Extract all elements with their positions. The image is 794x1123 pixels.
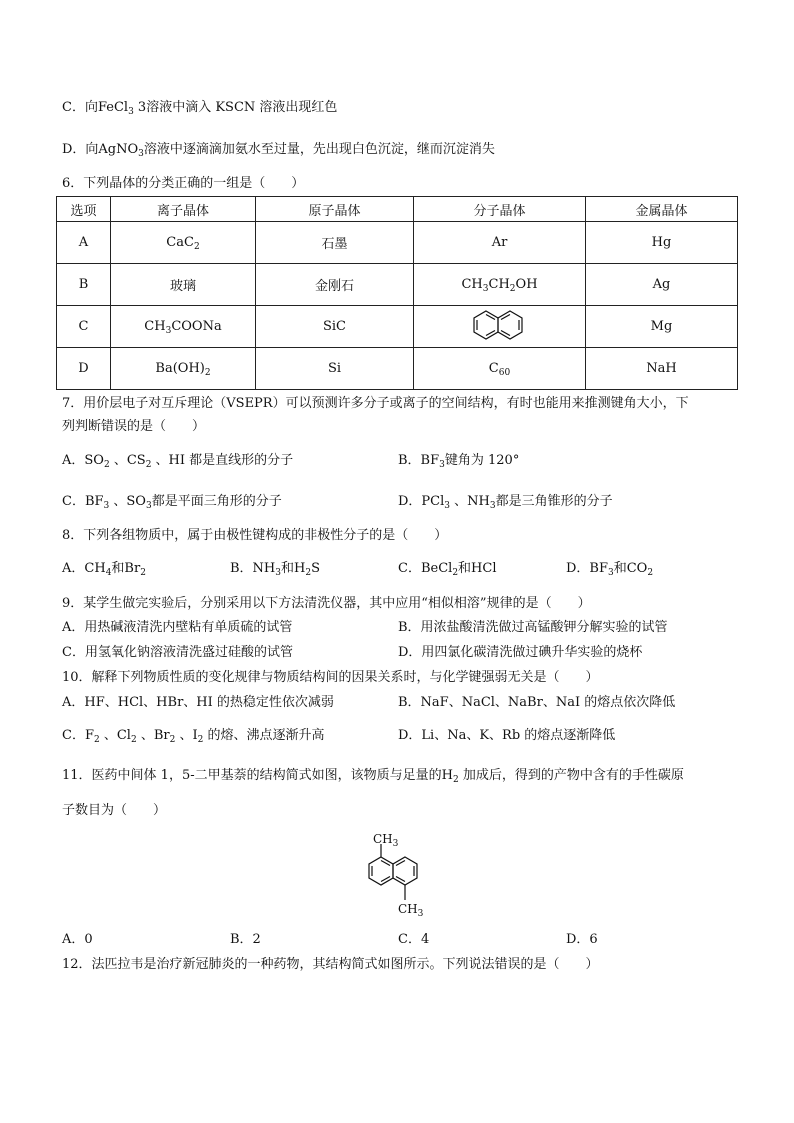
table-header-cell: 原子晶体 (256, 197, 414, 222)
naphthalene-structure-diagram (469, 308, 531, 342)
methyl-label-top: $CH_3$ (373, 832, 399, 849)
table-cell: Ag (586, 264, 738, 306)
table-row (57, 264, 738, 306)
q7-option-b: B．$BF_3$键角为 120° (398, 453, 520, 470)
table-row (57, 306, 738, 348)
table-cell: Hg (586, 222, 738, 264)
q10-option-c: C．$F_2$ 、$Cl_2$ 、$Br_2$ 、$I_2$ 的熔、沸点逐渐升高 (62, 728, 325, 745)
q10-option-a: A．HF、HCl、HBr、HI 的热稳定性依次减弱 (62, 695, 334, 710)
table-cell: 玻璃 (111, 264, 256, 306)
q11-stem-line2: 子数目为（ ） (62, 803, 167, 818)
table-cell: C (57, 306, 111, 348)
q8-stem: 8．下列各组物质中，属于由极性键构成的非极性分子的是（ ） (62, 528, 448, 543)
table-header-row (57, 197, 738, 222)
q9-stem: 9．某学生做完实验后，分别采用以下方法清洗仪器，其中应用“相似相溶”规律的是（ ） (62, 596, 591, 611)
q7-option-a: A．$SO_2$ 、$CS_2$ 、HI 都是直线形的分子 (62, 453, 294, 470)
q8-option-d: D．$BF_3$和$CO_2$ (566, 561, 654, 578)
table-row (57, 222, 738, 264)
q10-option-b: B．NaF、NaCl、NaBr、NaI 的熔点依次降低 (398, 695, 676, 710)
table-cell: $CH_3CH_2OH$ (414, 264, 586, 306)
table-cell: $Ba(OH)_2$ (111, 348, 256, 390)
q11-option-b: B．2 (230, 932, 261, 947)
q6-stem: 6．下列晶体的分类正确的一组是（ ） (62, 176, 305, 191)
table-cell: CaC$_2$ (111, 222, 256, 264)
q11-option-c: C．4 (398, 932, 430, 947)
q10-option-d: D．Li、Na、K、Rb 的熔点逐渐降低 (398, 728, 616, 743)
table-cell: NaH (586, 348, 738, 390)
q10-stem: 10．解释下列物质性质的变化规律与物质结构间的因果关系时，与化学键强弱无关是（ ） (62, 670, 599, 685)
q9-option-c: C．用氢氧化钠溶液清洗盛过硅酸的试管 (62, 645, 293, 660)
table-cell: Si (256, 348, 414, 390)
q9-option-d: D．用四氯化碳清洗做过碘升华实验的烧杯 (398, 645, 643, 660)
naphthalene-structure-cell (414, 306, 586, 348)
table-header-cell: 金属晶体 (586, 197, 738, 222)
q12-stem: 12．法匹拉韦是治疗新冠肺炎的一种药物，其结构简式如图所示。下列说法错误的是（ ） (62, 957, 599, 972)
q7-option-c: C．$BF_3$ 、$SO_3$都是平面三角形的分子 (62, 494, 282, 511)
dimethylnaphthalene-structure-diagram (360, 842, 430, 906)
q7-option-d: D．PCl$_3$ 、$NH_3$都是三角锥形的分子 (398, 494, 613, 511)
q8-option-b: B．$NH_3$和$H_2S$ (230, 561, 320, 578)
q5-option-d: D．向AgNO$_3$溶液中逐滴滴加氨水至过量，先出现白色沉淀，继而沉淀消失 (62, 142, 495, 159)
q7-stem-line1: 7．用价层电子对互斥理论（VSEPR）可以预测许多分子或离子的空间结构，有时也能用来推测键角大小，下 (62, 396, 689, 411)
q9-option-a: A．用热碱液清洗内壁粘有单质硫的试管 (62, 620, 293, 635)
table-cell: D (57, 348, 111, 390)
table-cell: A (57, 222, 111, 264)
q9-option-b: B．用浓盐酸清洗做过高锰酸钾分解实验的试管 (398, 620, 668, 635)
q8-option-c: C．BeCl$_2$和HCl (398, 561, 497, 578)
q7-stem-line2: 列判断错误的是（ ） (62, 419, 206, 434)
table-cell: $CH_3COONa$ (111, 306, 256, 348)
table-cell: 金刚石 (256, 264, 414, 306)
table-header-cell: 选项 (57, 197, 111, 222)
table-header-cell: 离子晶体 (111, 197, 256, 222)
table-row (57, 348, 738, 390)
q11-option-d: D．6 (566, 932, 598, 947)
table-cell: Mg (586, 306, 738, 348)
q11-option-a: A．0 (62, 932, 93, 947)
table-cell: 石墨 (256, 222, 414, 264)
table-cell: SiC (256, 306, 414, 348)
q5-option-c: C．向FeCl$_3$ 3溶液中滴入 KSCN 溶液出现红色 (62, 100, 338, 117)
table-cell: B (57, 264, 111, 306)
table-header-cell: 分子晶体 (414, 197, 586, 222)
table-cell: $C_{60}$ (414, 348, 586, 390)
q8-option-a: A．$CH_4$和$Br_2$ (62, 561, 146, 578)
q11-stem-line1: 11．医药中间体 1，5-二甲基萘的结构简式如图，该物质与足量的$H_2$ 加成后，得到的产物中含有的手性碳原 (62, 768, 684, 785)
methyl-label-bottom: $CH_3$ (398, 902, 424, 919)
table-cell: Ar (414, 222, 586, 264)
crystal-classification-table (56, 196, 738, 390)
